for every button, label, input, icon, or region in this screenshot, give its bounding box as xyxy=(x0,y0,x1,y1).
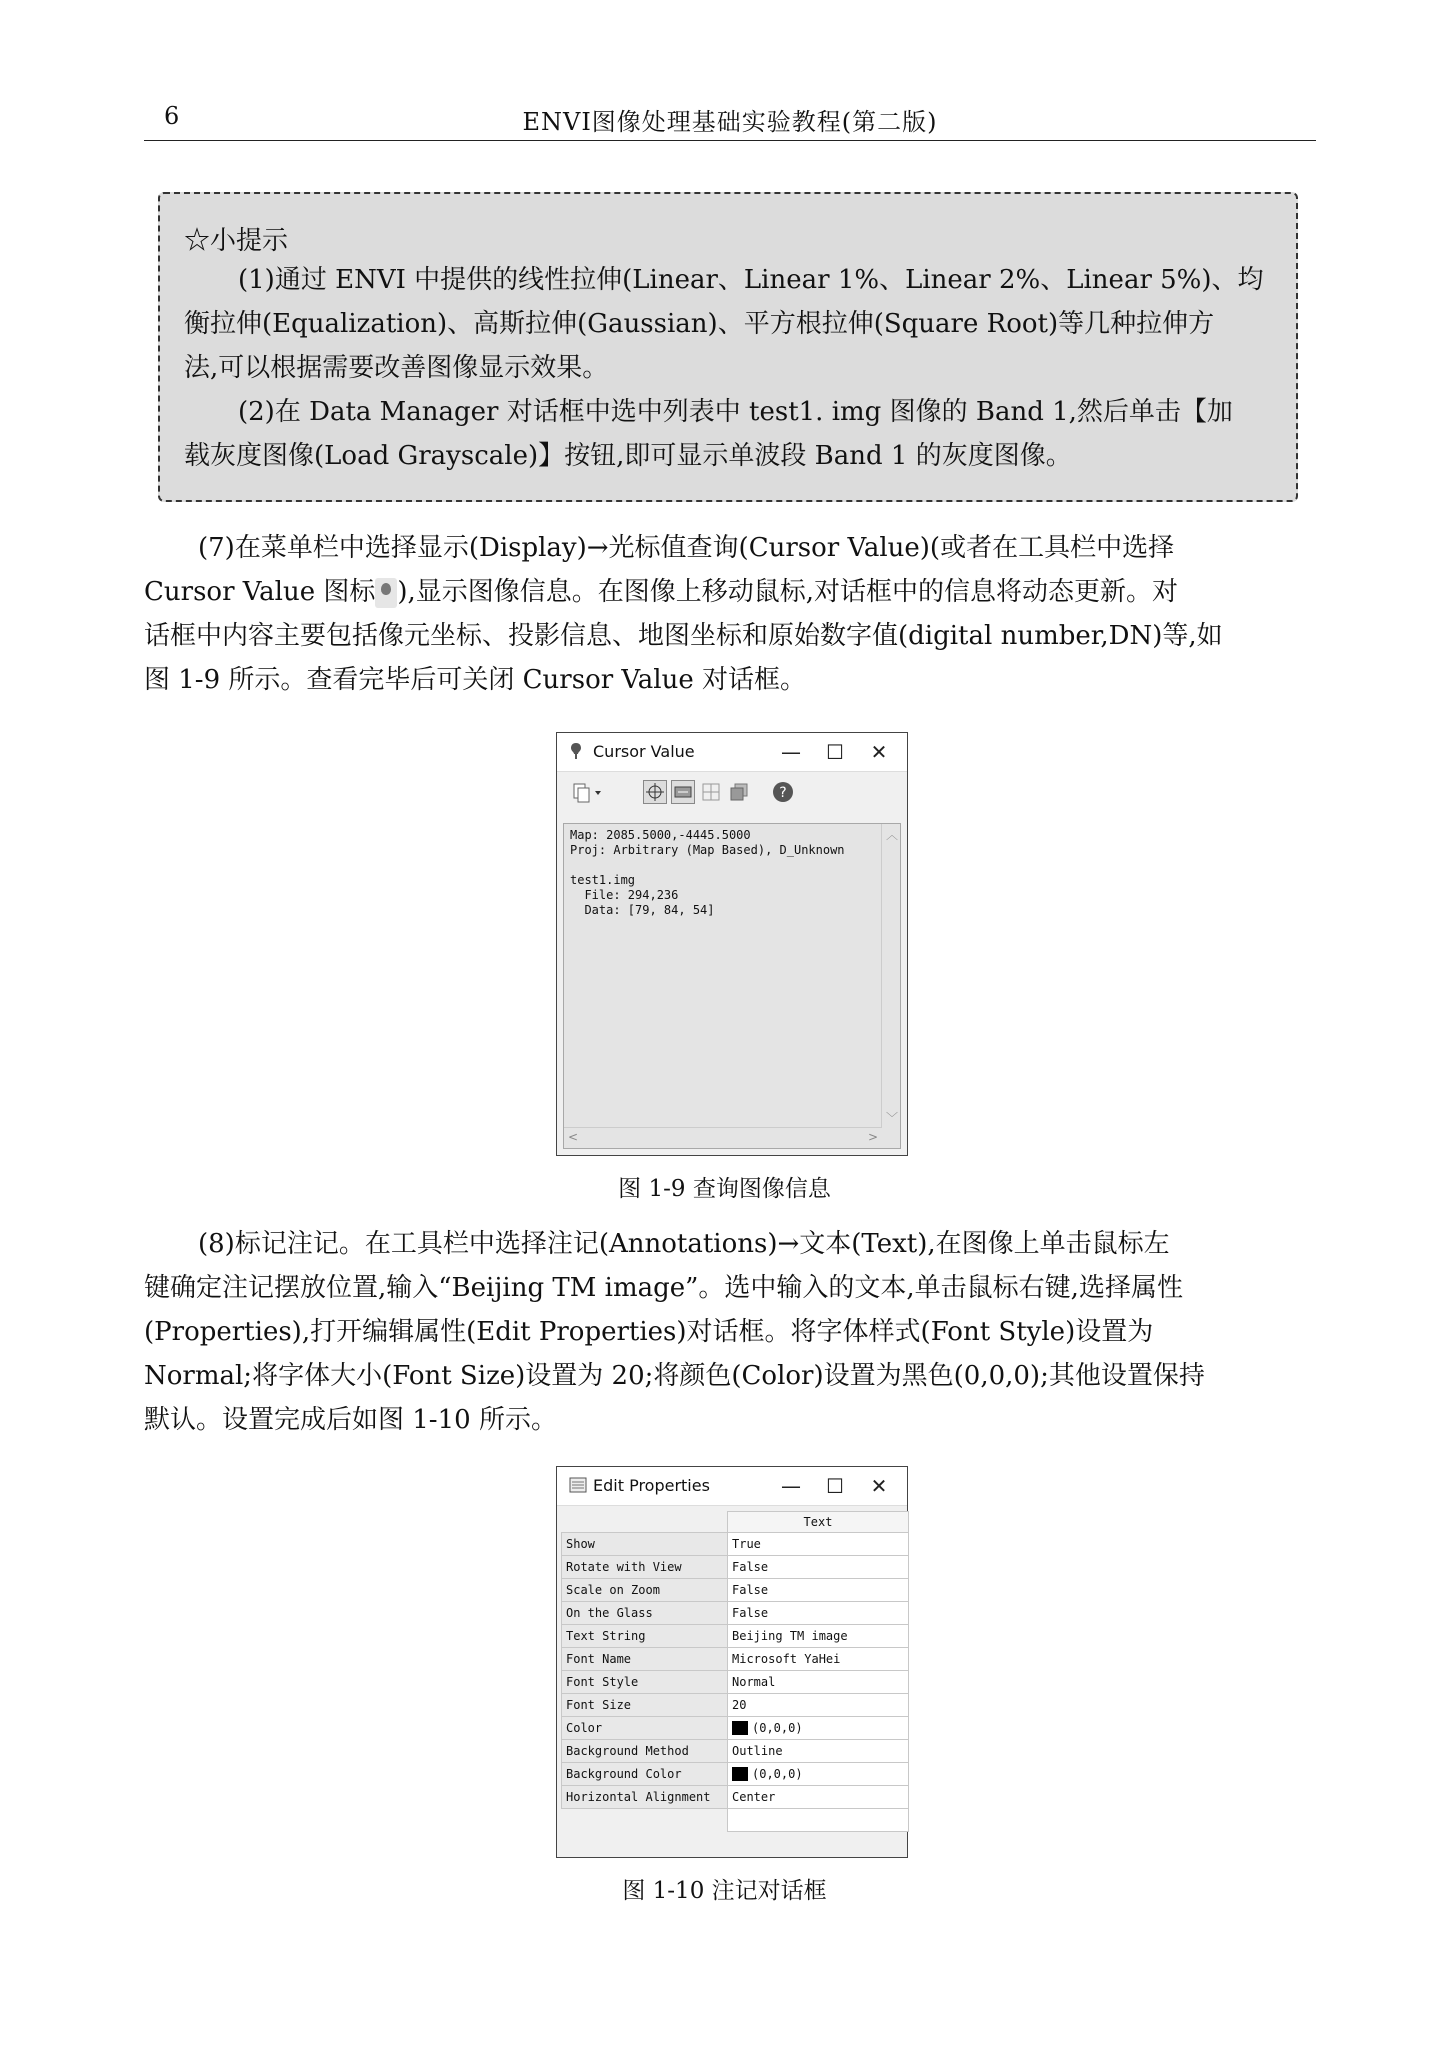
property-value: False xyxy=(732,1560,769,1574)
maximize-button[interactable]: ☐ xyxy=(826,740,844,764)
property-value-cell[interactable] xyxy=(728,1648,909,1671)
column-header: Text xyxy=(728,1512,909,1533)
window-title: Edit Properties xyxy=(593,1476,710,1495)
property-name: Font Size xyxy=(562,1694,728,1717)
property-row[interactable] xyxy=(562,1533,909,1556)
close-button[interactable]: ✕ xyxy=(870,740,888,764)
title-bar xyxy=(557,733,907,772)
scroll-down-arrow-icon[interactable]: ﹀ xyxy=(886,1111,899,1125)
crosshair-icon[interactable] xyxy=(643,780,667,804)
tip-box xyxy=(158,192,1298,502)
empty-cell xyxy=(562,1809,728,1832)
property-name: Scale on Zoom xyxy=(562,1579,728,1602)
tip-line: 衡拉伸(Equalization)、高斯拉伸(Gaussian)、平方根拉伸(Square Root)等几种拉伸方 xyxy=(184,309,1215,339)
empty-cell xyxy=(728,1809,909,1832)
property-name: Font Style xyxy=(562,1671,728,1694)
figure-caption: 图 1-10 注记对话框 xyxy=(622,1878,827,1904)
tip-paragraph-2 xyxy=(184,390,1270,478)
property-value: True xyxy=(732,1537,761,1551)
property-value-cell[interactable] xyxy=(728,1763,909,1786)
body-line: Normal;将字体大小(Font Size)设置为 20;将颜色(Color)设置为黑色(0,0,0);其他设置保持 xyxy=(144,1361,1205,1391)
body-line xyxy=(144,570,1316,614)
property-name: Rotate with View xyxy=(562,1556,728,1579)
tip-line: (1)通过 ENVI 中提供的线性拉伸(Linear、Linear 1%、Linear 2%、Linear 5%)、均 xyxy=(238,265,1264,295)
grid-icon[interactable] xyxy=(699,780,723,804)
property-row[interactable] xyxy=(562,1694,909,1717)
close-button[interactable]: ✕ xyxy=(870,1474,888,1498)
property-name: Font Name xyxy=(562,1648,728,1671)
property-value: Beijing TM image xyxy=(732,1629,848,1643)
edit-properties-window xyxy=(556,1466,908,1858)
title-bar xyxy=(557,1467,907,1506)
cursor-info-text: Map: 2085.5000,-4445.5000 Proj: Arbitrary (Map Based), D_Unknown test1.img File: 294,236 Data: [79, 84, 54] xyxy=(570,828,845,917)
color-swatch[interactable] xyxy=(732,1767,748,1781)
property-header-blank xyxy=(562,1512,728,1533)
body-line: 图 1-9 所示。查看完毕后可关闭 Cursor Value 对话框。 xyxy=(144,665,807,695)
property-value-cell[interactable] xyxy=(728,1694,909,1717)
body-line: 话框中内容主要包括像元坐标、投影信息、地图坐标和原始数字值(digital number,DN)等,如 xyxy=(144,621,1223,651)
body-text: Cursor Value 图标 xyxy=(144,577,376,607)
property-value-cell[interactable] xyxy=(728,1786,909,1809)
property-value-cell[interactable] xyxy=(728,1625,909,1648)
property-value-cell[interactable] xyxy=(728,1671,909,1694)
property-row[interactable] xyxy=(562,1786,909,1809)
page-header xyxy=(144,96,1316,141)
pin-icon xyxy=(569,742,583,760)
property-row[interactable] xyxy=(562,1763,909,1786)
scroll-right-arrow-icon[interactable]: > xyxy=(867,1130,878,1144)
window-title: Cursor Value xyxy=(593,742,695,761)
property-grid xyxy=(561,1511,909,1832)
property-value: Normal xyxy=(732,1675,776,1689)
toolbar xyxy=(557,772,907,814)
property-header-row xyxy=(562,1512,909,1533)
scroll-up-arrow-icon[interactable]: ︿ xyxy=(886,828,899,842)
property-row[interactable] xyxy=(562,1602,909,1625)
horizontal-scrollbar[interactable] xyxy=(564,1127,882,1148)
property-value-cell[interactable] xyxy=(728,1579,909,1602)
paragraph-8 xyxy=(144,1222,1316,1442)
cursor-info-text-area[interactable] xyxy=(563,823,901,1149)
property-name: Color xyxy=(562,1717,728,1740)
body-text: ),显示图像信息。在图像上移动鼠标,对话框中的信息将动态更新。对 xyxy=(397,577,1179,607)
tip-line: (2)在 Data Manager 对话框中选中列表中 test1. img 图像的 Band 1,然后单击【加 xyxy=(238,397,1233,427)
property-name: Horizontal Alignment xyxy=(562,1786,728,1809)
property-name: On the Glass xyxy=(562,1602,728,1625)
property-row[interactable] xyxy=(562,1740,909,1763)
property-row[interactable] xyxy=(562,1717,909,1740)
page-number: 6 xyxy=(164,102,180,130)
property-value: (0,0,0) xyxy=(752,1766,803,1781)
body-line: (Properties),打开编辑属性(Edit Properties)对话框。将字体样式(Font Style)设置为 xyxy=(144,1317,1154,1347)
body-line: 默认。设置完成后如图 1-10 所示。 xyxy=(144,1405,557,1435)
tip-paragraph-1 xyxy=(184,258,1270,390)
property-value-cell[interactable] xyxy=(728,1740,909,1763)
property-value: False xyxy=(732,1583,769,1597)
property-name: Show xyxy=(562,1533,728,1556)
property-row[interactable] xyxy=(562,1625,909,1648)
property-value-cell[interactable] xyxy=(728,1556,909,1579)
property-name: Text String xyxy=(562,1625,728,1648)
map-info-icon[interactable] xyxy=(671,780,695,804)
color-swatch[interactable] xyxy=(732,1721,748,1735)
property-value: Outline xyxy=(732,1744,783,1758)
property-row[interactable] xyxy=(562,1648,909,1671)
paragraph-7 xyxy=(144,526,1316,702)
minimize-button[interactable]: — xyxy=(781,1474,801,1498)
empty-row xyxy=(562,1809,909,1832)
property-value-cell[interactable] xyxy=(728,1533,909,1556)
running-title: ENVI图像处理基础实验教程(第二版) xyxy=(522,108,938,136)
properties-icon xyxy=(569,1476,587,1494)
property-value: (0,0,0) xyxy=(752,1720,803,1735)
help-icon[interactable] xyxy=(771,780,795,804)
property-value: Microsoft YaHei xyxy=(732,1652,841,1666)
copy-dropdown-icon[interactable] xyxy=(571,780,605,804)
vertical-scrollbar[interactable] xyxy=(881,824,900,1128)
property-row[interactable] xyxy=(562,1579,909,1602)
svg-text:?: ? xyxy=(779,785,787,801)
layers-icon[interactable] xyxy=(727,780,751,804)
property-value: Center xyxy=(732,1790,776,1804)
tip-title: ☆小提示 xyxy=(184,226,289,256)
property-value: False xyxy=(732,1606,769,1620)
property-value-cell[interactable] xyxy=(728,1717,909,1740)
minimize-button[interactable]: — xyxy=(781,740,801,764)
property-name: Background Method xyxy=(562,1740,728,1763)
property-row[interactable] xyxy=(562,1671,909,1694)
cursor-value-icon xyxy=(375,578,397,608)
property-value: 20 xyxy=(732,1698,747,1712)
body-line: (8)标记注记。在工具栏中选择注记(Annotations)→文本(Text),在图像上单击鼠标左 xyxy=(198,1229,1170,1259)
tip-line: 载灰度图像(Load Grayscale)】按钮,即可显示单波段 Band 1 的灰度图像。 xyxy=(184,441,1072,471)
tip-line: 法,可以根据需要改善图像显示效果。 xyxy=(184,353,609,383)
scroll-left-arrow-icon[interactable]: < xyxy=(568,1130,579,1144)
body-line: (7)在菜单栏中选择显示(Display)→光标值查询(Cursor Value)(或者在工具栏中选择 xyxy=(198,533,1175,563)
figure-caption: 图 1-9 查询图像信息 xyxy=(618,1176,831,1202)
maximize-button[interactable]: ☐ xyxy=(826,1474,844,1498)
property-value-cell[interactable] xyxy=(728,1602,909,1625)
body-line: 键确定注记摆放位置,输入“Beijing TM image”。选中输入的文本,单击鼠标右键,选择属性 xyxy=(144,1273,1183,1303)
cursor-value-window xyxy=(556,732,908,1156)
property-row[interactable] xyxy=(562,1556,909,1579)
property-name: Background Color xyxy=(562,1763,728,1786)
